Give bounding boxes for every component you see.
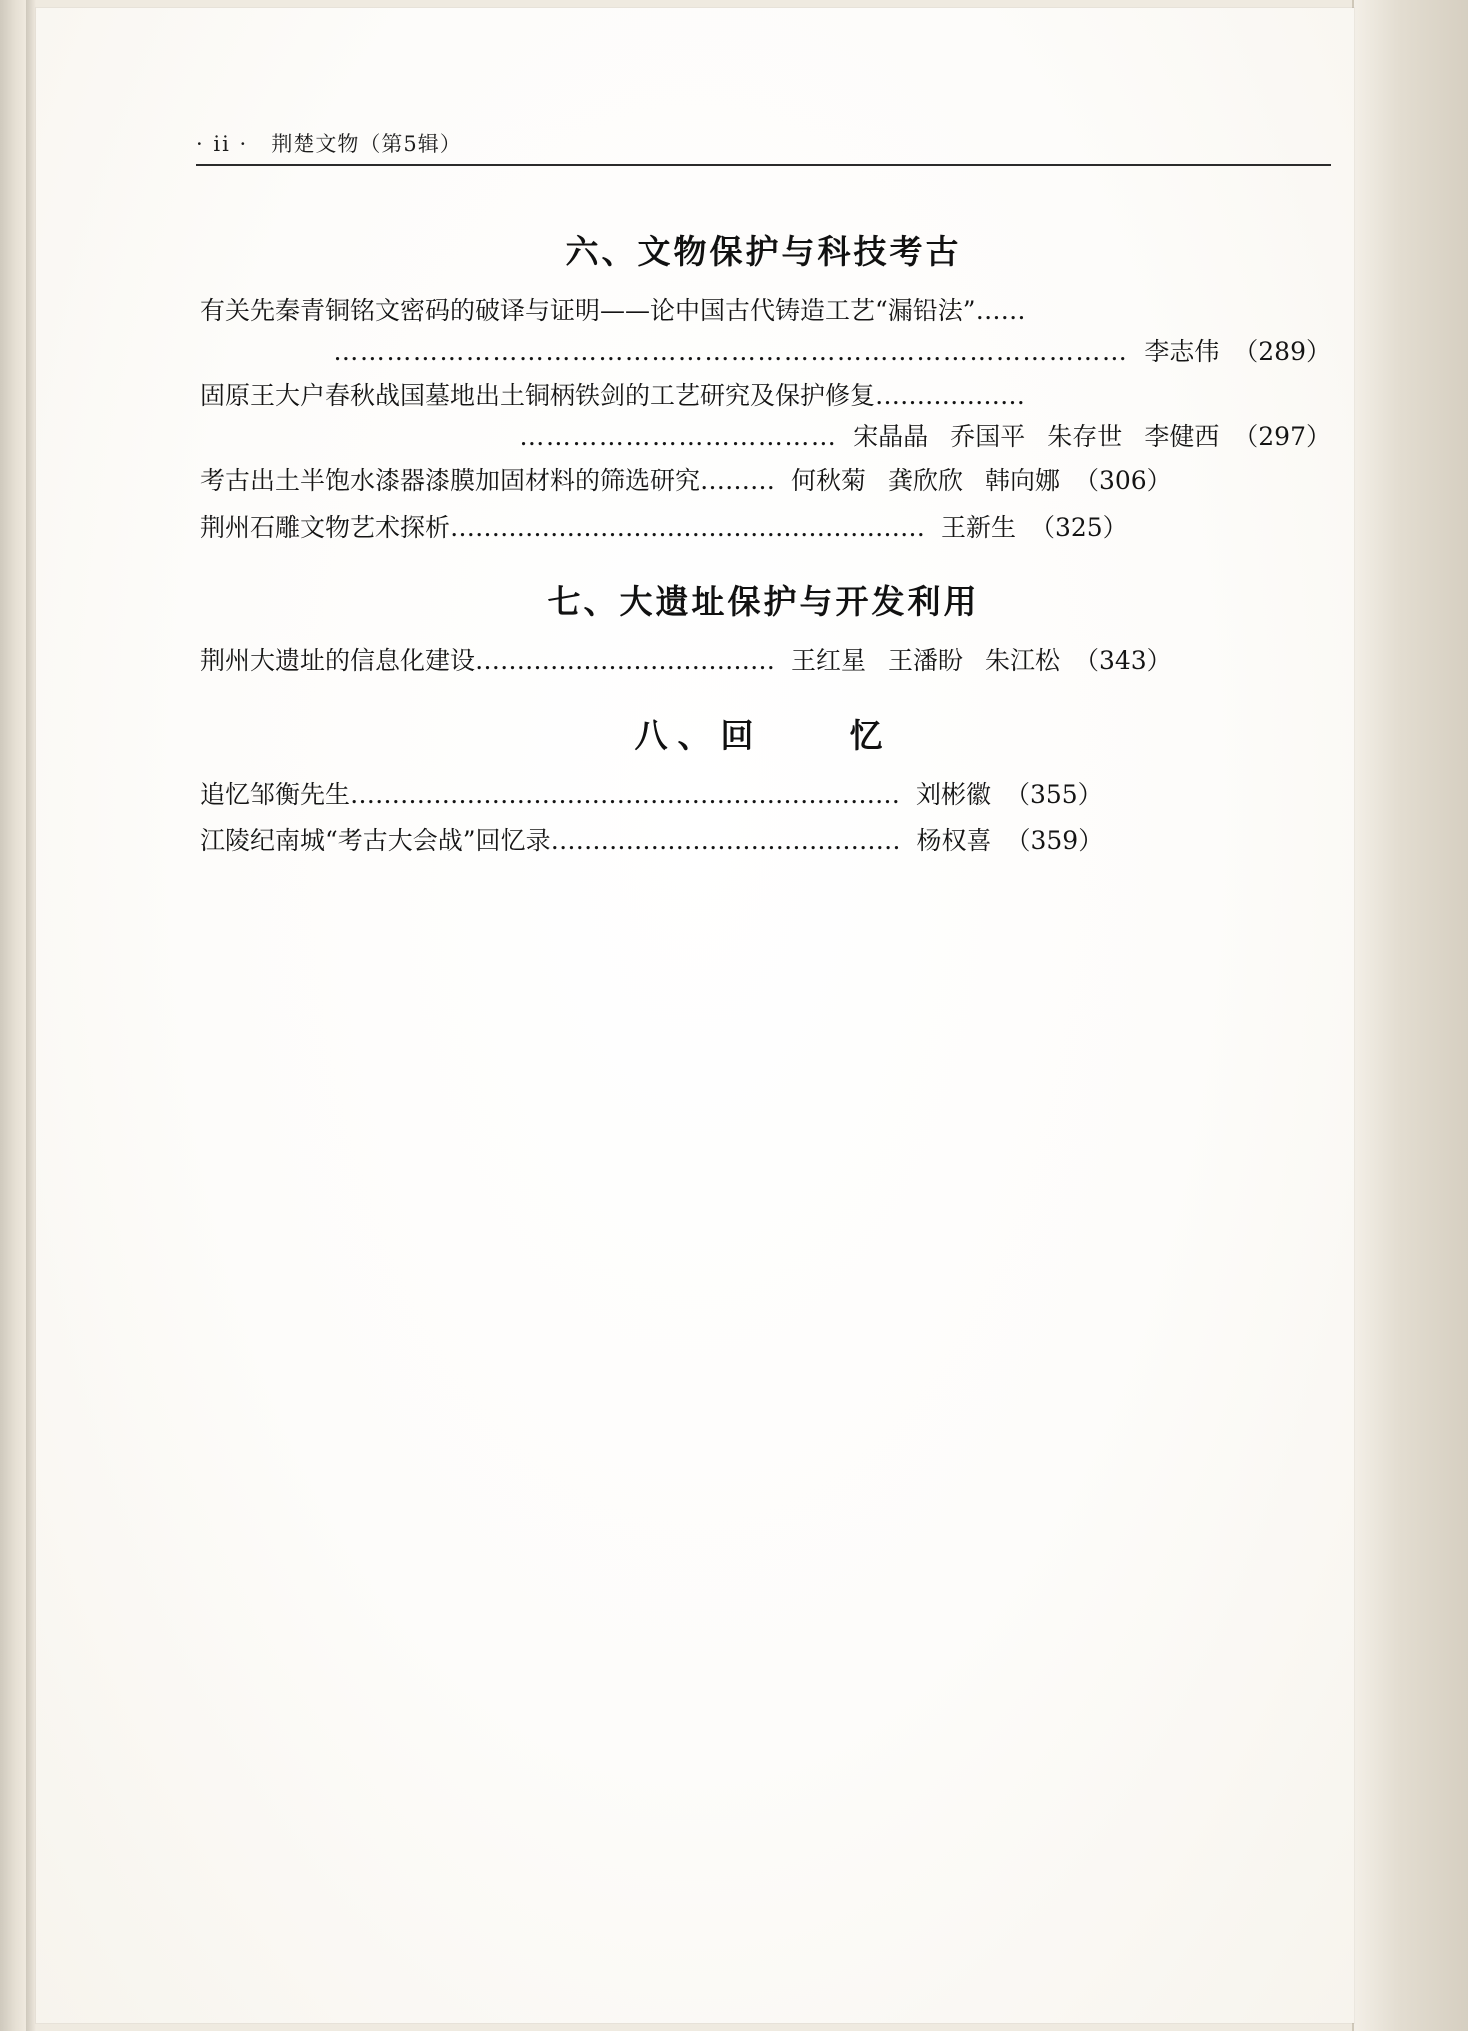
toc-entry-page: （325） bbox=[1029, 512, 1128, 542]
toc-entry-page: （343） bbox=[1073, 646, 1172, 675]
toc-entry-page: （289） bbox=[1233, 336, 1331, 366]
author-name: 韩向娜 bbox=[985, 466, 1061, 495]
section-heading-7: 七、大遗址保护与开发利用 bbox=[547, 582, 980, 621]
author-name: 李志伟 bbox=[1144, 336, 1220, 366]
toc-entry-page: （359） bbox=[1005, 826, 1104, 855]
toc-entry-title: 固原王大户春秋战国墓地出土铜柄铁剑的工艺研究及保护修复……………… bbox=[200, 381, 1026, 410]
toc-entry-title: 考古出土半饱水漆器漆膜加固材料的筛选研究……… bbox=[200, 466, 776, 495]
toc-entry-authors bbox=[845, 422, 1219, 451]
running-head-rule bbox=[196, 164, 1331, 166]
toc-entry[interactable] bbox=[196, 821, 1331, 862]
scan-left-edge-shadow bbox=[26, 0, 36, 2031]
running-head bbox=[196, 128, 1326, 158]
author-name: 王潘盼 bbox=[887, 646, 963, 675]
document-page bbox=[36, 8, 1354, 2023]
toc-entry-title: 追忆邹衡先生………………………………………………………… bbox=[200, 779, 901, 809]
author-name: 杨权喜 bbox=[916, 826, 992, 855]
leader-dots: ……………………………… bbox=[519, 421, 838, 451]
leader-dots: ……………………………………………………………………………… bbox=[333, 336, 1129, 366]
author-name: 乔国平 bbox=[950, 421, 1026, 451]
toc-entry-title: 江陵纪南城“考古大会战”回忆录…………………………………… bbox=[200, 826, 901, 855]
author-name: 何秋菊 bbox=[790, 466, 866, 495]
toc-entry-title: 荆州大遗址的信息化建设……………………………… bbox=[200, 646, 776, 675]
toc-entry-authors bbox=[783, 466, 1060, 495]
section-heading-6: 六、文物保护与科技考古 bbox=[565, 232, 962, 271]
toc-entry-page: （297） bbox=[1233, 421, 1331, 451]
author-name: 王新生 bbox=[940, 512, 1016, 542]
author-name: 刘彬徽 bbox=[915, 779, 991, 809]
toc-entry[interactable] bbox=[196, 508, 1331, 549]
toc-entry-authors bbox=[1136, 337, 1219, 366]
toc-entry-authors bbox=[933, 513, 1016, 542]
folio-number: · ii · bbox=[196, 132, 249, 156]
toc-entry[interactable] bbox=[196, 291, 1331, 372]
toc-entry-page: （306） bbox=[1073, 466, 1172, 495]
author-name: 朱江松 bbox=[985, 646, 1061, 675]
toc-entry-title: 荆州石雕文物艺术探析………………………………………………… bbox=[200, 512, 926, 542]
toc-entry-tail bbox=[196, 332, 1331, 373]
author-name: 王红星 bbox=[790, 646, 866, 675]
toc-entry-title: 有关先秦青铜铭文密码的破译与证明——论中国古代铸造工艺“漏铅法”…… bbox=[200, 296, 1026, 325]
page-surface bbox=[36, 8, 1354, 2023]
author-name: 朱存世 bbox=[1047, 421, 1123, 451]
author-name: 龚欣欣 bbox=[887, 466, 963, 495]
toc-entry-authors bbox=[908, 780, 991, 809]
section-heading-8: 八、回 忆 bbox=[634, 715, 893, 755]
toc-entry[interactable] bbox=[196, 461, 1331, 502]
author-name: 李健西 bbox=[1144, 421, 1220, 451]
toc-entry-page: （355） bbox=[1004, 779, 1103, 809]
table-of-contents bbox=[196, 198, 1331, 868]
book-title: 荆楚文物（第5辑） bbox=[271, 132, 462, 156]
toc-entry-authors bbox=[909, 826, 992, 855]
scan-right-gutter bbox=[1352, 0, 1468, 2031]
scan-left-edge bbox=[0, 0, 26, 2031]
toc-entry[interactable] bbox=[196, 775, 1331, 816]
author-name: 宋晶晶 bbox=[853, 421, 929, 451]
toc-entry-authors bbox=[783, 646, 1060, 675]
toc-entry[interactable] bbox=[196, 641, 1331, 682]
toc-entry[interactable] bbox=[196, 376, 1331, 457]
toc-entry-tail bbox=[196, 417, 1331, 458]
